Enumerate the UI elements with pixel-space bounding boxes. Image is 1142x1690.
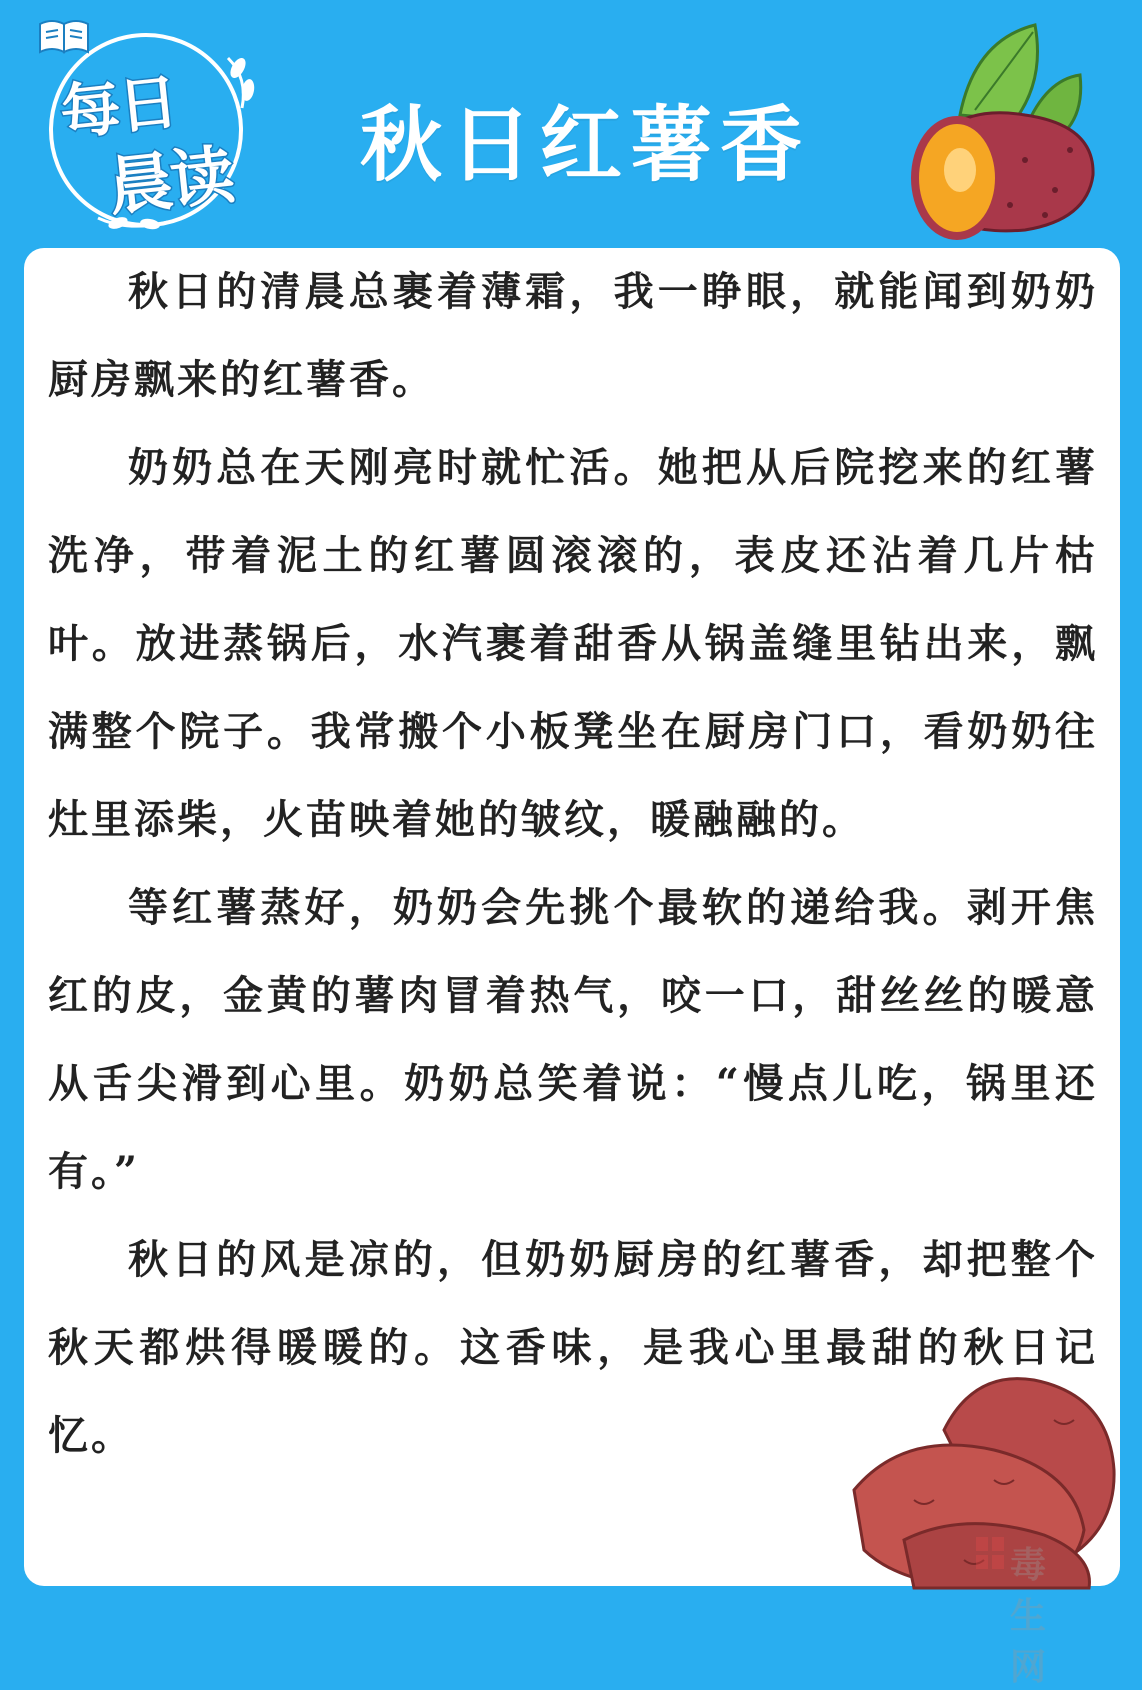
watermark xyxy=(974,1533,1047,1688)
daily-reading-badge xyxy=(38,18,268,243)
sweet-potato-slice-illustration xyxy=(905,20,1110,245)
page-title: 秋日红薯香 xyxy=(360,98,811,193)
article-body xyxy=(48,248,1098,1480)
badge-text-daily: 每日 xyxy=(57,67,180,149)
article-card xyxy=(24,248,1120,1688)
paragraph-2: 奶奶总在天刚亮时就忙活。她把从后院挖来的红薯洗净，带着泥土的红薯圆滚滚的，表皮还沾着几片枯叶。放进蒸锅后，水汽裹着甜香从锅盖缝里钻出来，飘满整个院子。我常搬个小板凳坐在厨房门口，看奶奶往灶里添柴，火苗映着她的皱纹，暖融融的。 xyxy=(48,444,1098,843)
badge-text-morning-reading: 晨读 xyxy=(105,138,237,226)
paragraph-4: 秋日的风是凉的，但奶奶厨房的红薯香，却把整个秋天都烘得暖暖的。这香味，是我心里最甜的秋日记忆。 xyxy=(48,1236,1098,1459)
header xyxy=(0,0,1142,250)
watermark-logo-icon xyxy=(974,1533,1006,1573)
paragraph-3: 等红薯蒸好，奶奶会先挑个最软的递给我。剥开焦红的皮，金黄的薯肉冒着热气，咬一口，甜丝丝的暖意从舌尖滑到心里。奶奶总笑着说：“慢点儿吃，锅里还有。” xyxy=(48,884,1098,1195)
open-book-icon xyxy=(38,18,90,54)
paragraph-1: 秋日的清晨总裹着薄霜，我一睁眼，就能闻到奶奶厨房飘来的红薯香。 xyxy=(48,268,1098,403)
watermark-text: 毒生网 xyxy=(1010,1545,1047,1688)
